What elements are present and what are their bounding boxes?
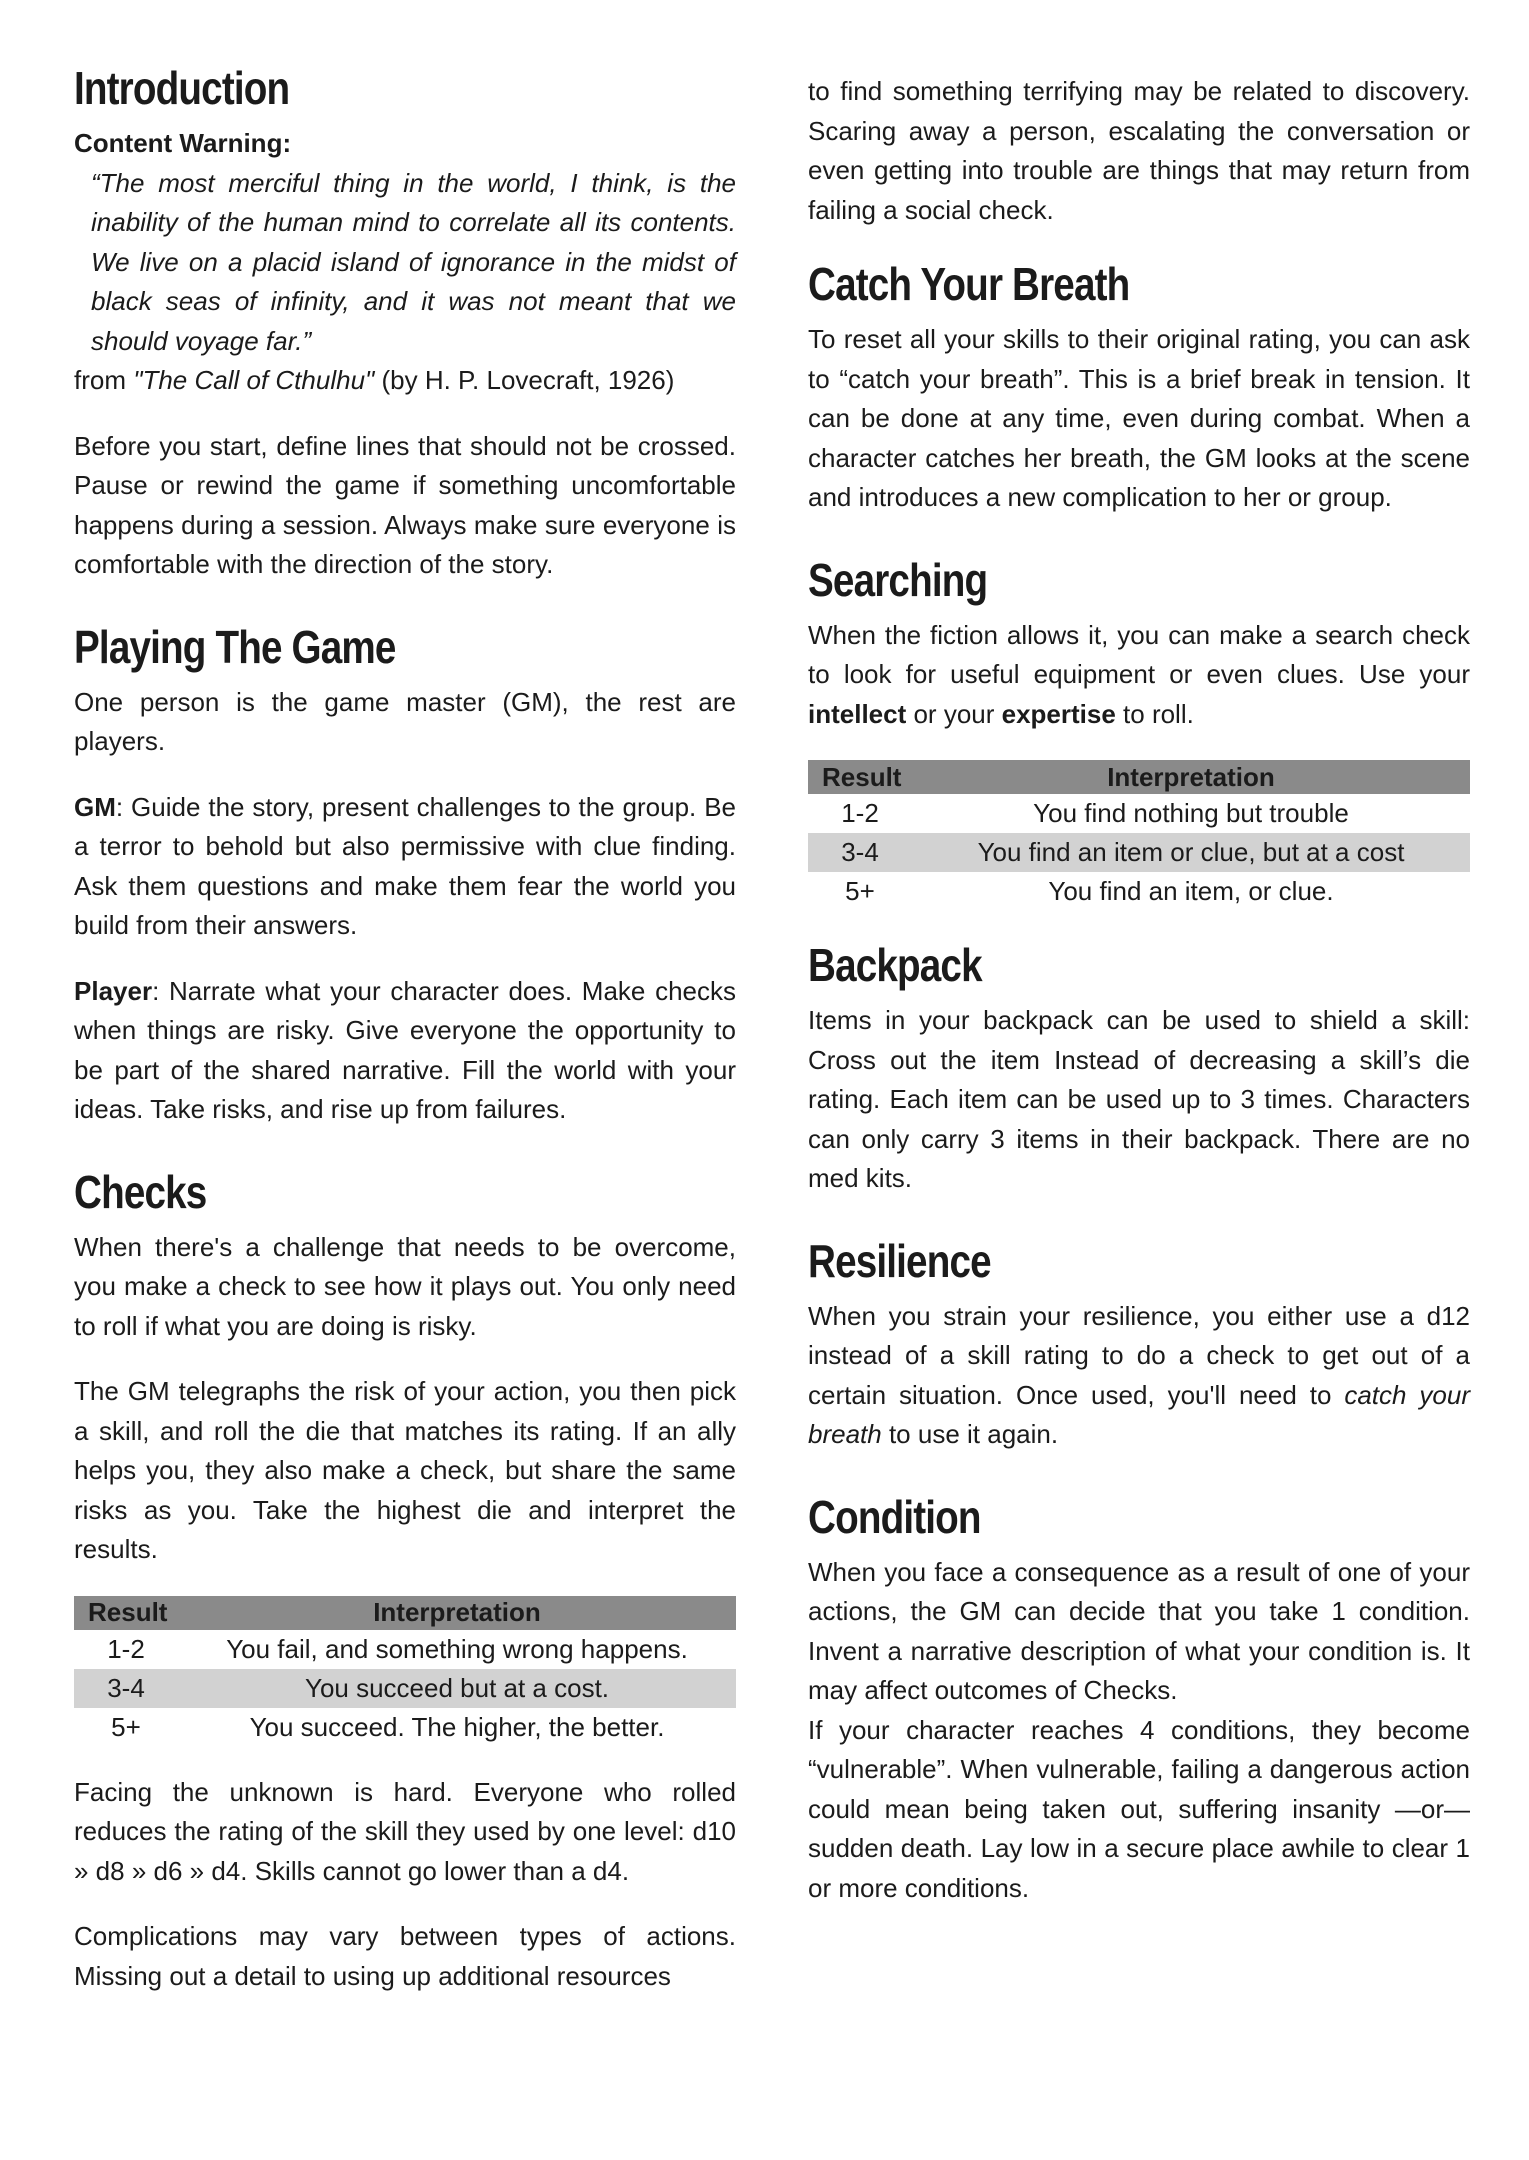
table-row (74, 1708, 736, 1747)
introduction-heading: Introduction (74, 62, 290, 114)
gm-label: GM (74, 791, 116, 822)
searching-text: to roll. (1115, 698, 1194, 729)
condition-heading: Condition (808, 1490, 981, 1543)
table-row (808, 794, 1470, 833)
resilience-catch-breath: catch your breath (808, 1379, 1470, 1449)
table-cell: 3-4 (74, 1669, 178, 1708)
searching-text: When the fiction allows it, you can make a search check to look for useful equipment or even clues. Use your (808, 619, 1470, 689)
continued-paragraph: to find something terrifying may be related to discovery. Scaring away a person, escalating the conversation or even getting into trouble are things that may return from failing a social check. (808, 76, 1470, 225)
gm-paragraph (74, 788, 736, 946)
table-header-row (74, 1596, 736, 1630)
resilience-heading: Resilience (808, 1234, 991, 1287)
resilience-text: When you strain your resilience, you either use a d12 instead of a skill rating to do a check to get out of a certain situation. Once used, you'll need to (808, 1300, 1470, 1410)
table-row (74, 1669, 736, 1708)
content-warning-label: Content Warning: (74, 128, 292, 158)
left-column (74, 60, 736, 2022)
table-row (808, 872, 1470, 911)
catch-breath-heading: Catch Your Breath (808, 258, 1130, 310)
backpack-heading: Backpack (808, 939, 982, 991)
player-text: : Narrate what your character does. Make checks when things are risky. Give everyone the opportunity to be part of the shared narrative. Fill the world with your ideas. Take risks, and rise up from failures. (74, 975, 736, 1124)
checks-paragraph-4: Complications may vary between types of actions. Missing out a detail to using up additional resources (74, 1921, 736, 1991)
player-label: Player (74, 975, 153, 1006)
table-cell: 1-2 (841, 798, 879, 828)
resilience-text: to use it again. (881, 1419, 1059, 1449)
backpack-paragraph: Items in your backpack can be used to shield a skill: Cross out the item Instead of decreasing a skill’s die rating. Each item can be used up to 3 times. Characters can only carry 3 items in their backpack. There are no med kits. (808, 1005, 1470, 1193)
intro-paragraph: Before you start, define lines that should not be crossed. Pause or rewind the game if something uncomfortable happens during a session. Always make sure everyone is comfortable with the direction of the story. (74, 430, 736, 579)
table-row (74, 1630, 736, 1669)
checks-paragraph-1: When there's a challenge that needs to be overcome, you make a check to see how it plays out. You only need to roll if what you are doing is risky. (74, 1231, 736, 1341)
table-cell: You find nothing but trouble (1033, 798, 1349, 828)
table-cell: 1-2 (107, 1633, 145, 1664)
quote-source (74, 361, 736, 401)
playing-paragraph: One person is the game master (GM), the rest are players. (74, 686, 736, 756)
searching-heading: Searching (808, 553, 988, 606)
table-cell: You fail, and something wrong happens. (226, 1633, 688, 1664)
table-header: Result (808, 760, 912, 794)
player-paragraph (74, 972, 736, 1130)
checks-heading: Checks (74, 1165, 207, 1218)
quote-source-title: "The Call of Cthulhu" (133, 365, 375, 395)
table-cell: You succeed. The higher, the better. (249, 1711, 665, 1742)
table-cell: You find an item or clue, but at a cost (912, 833, 1470, 872)
catch-breath-paragraph: To reset all your skills to their original rating, you can ask to “catch your breath”. This is a brief break in tension. It can be done at any time, even during combat. When a character catches her breath, the GM looks at the scene and introduces a new complication to her or group. (808, 324, 1470, 512)
table-cell: 5+ (111, 1711, 141, 1742)
playing-heading: Playing The Game (74, 620, 396, 673)
table-cell: You find an item, or clue. (1048, 876, 1334, 906)
table-header: Interpretation (178, 1596, 736, 1630)
condition-paragraph-1: When you face a consequence as a result of one of your actions, the GM can decide that you take 1 condition. Invent a narrative description of what your condition is. It may affect outcomes of Checks. (808, 1556, 1470, 1705)
searching-table (808, 760, 1470, 911)
table-header: Interpretation (912, 760, 1470, 794)
table-cell: You succeed but at a cost. (178, 1669, 736, 1708)
quote-source-suffix: (by H. P. Lovecraft, 1926) (374, 365, 675, 395)
searching-expertise: expertise (1001, 698, 1116, 729)
checks-paragraph-3: Facing the unknown is hard. Everyone who rolled reduces the rating of the skill they used by one level: d10 » d8 » d6 » d4. Skills cannot go lower than a d4. (74, 1776, 736, 1886)
table-row (808, 833, 1470, 872)
table-cell: 3-4 (808, 833, 912, 872)
table-header: Result (74, 1596, 178, 1630)
right-column (808, 72, 1470, 1934)
table-cell: 5+ (845, 876, 875, 906)
lovecraft-quote: “The most merciful thing in the world, I think, is the inability of the human mind to correlate all its contents. We live on a placid island of ignorance in the midst of black seas of infinity, and it was not meant that we should voyage far.” (91, 167, 736, 356)
searching-text: or your (906, 698, 1002, 729)
checks-table (74, 1596, 736, 1747)
resilience-paragraph (808, 1297, 1470, 1455)
searching-intellect: intellect (808, 698, 907, 729)
table-header-row (808, 760, 1470, 794)
searching-paragraph (808, 616, 1470, 735)
condition-paragraph-2: If your character reaches 4 conditions, they become “vulnerable”. When vulnerable, failing a dangerous action could mean being taken out, suffering insanity —or— sudden death. Lay low in a secure place awhile to clear 1 or more conditions. (808, 1714, 1470, 1903)
gm-text: : Guide the story, present challenges to the group. Be a terror to behold but also permissive with clue finding. Ask them questions and make them fear the world you build from their answers. (74, 791, 736, 940)
quote-source-prefix: from (74, 365, 134, 395)
checks-paragraph-2: The GM telegraphs the risk of your action, you then pick a skill, and roll the die that matches its rating. If an ally helps you, they also make a check, but share the same risks as you. Take the highest die and interpret the results. (74, 1376, 736, 1564)
